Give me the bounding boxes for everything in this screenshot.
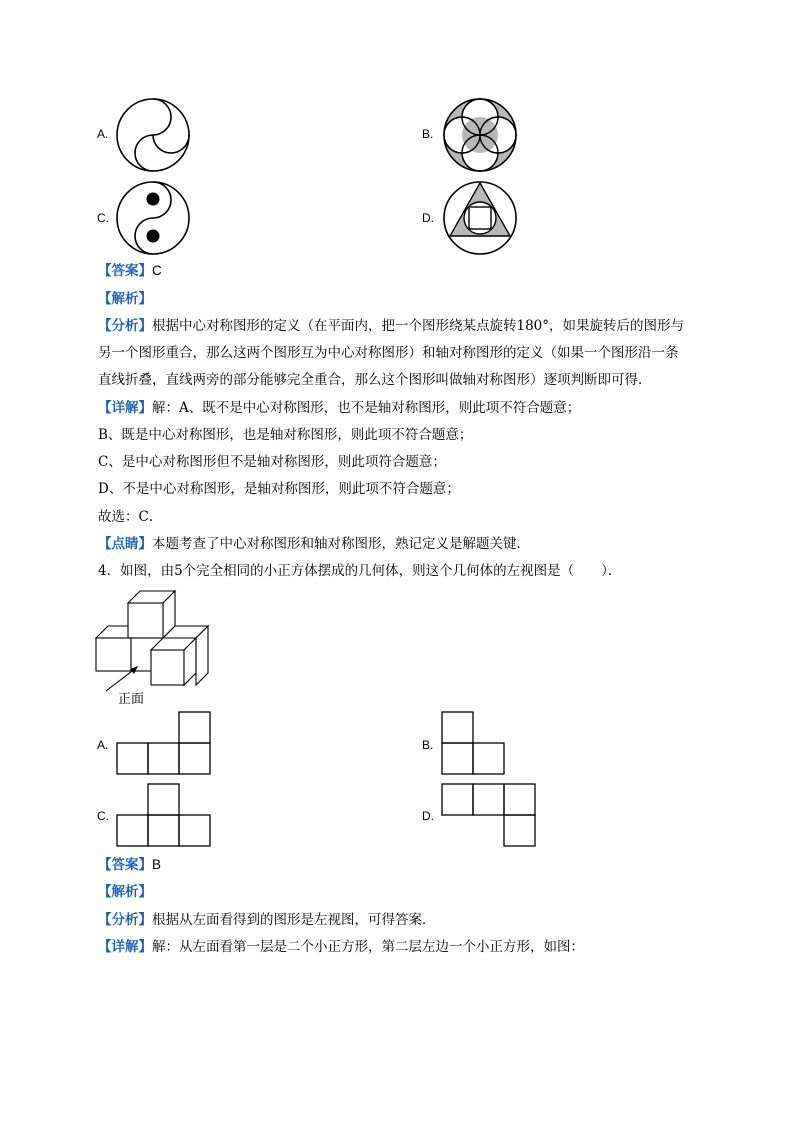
front-label: 正面 xyxy=(118,692,145,707)
fenxi-tag: 【分析】 xyxy=(98,912,152,928)
square xyxy=(148,815,179,846)
q3-option-b-figure xyxy=(440,95,520,175)
detail-a-text: 解：A、既不是中心对称图形，也不是轴对称图形，则此项不符合题意； xyxy=(152,400,581,416)
detail-tag: 【详解】 xyxy=(98,939,152,955)
detail-text: 解：从左面看第一层是二个小正方形，第二层左边一个小正方形，如图： xyxy=(152,939,584,955)
square xyxy=(442,712,473,743)
detail-tag: 【详解】 xyxy=(98,400,152,416)
q3-analysis-heading xyxy=(98,290,152,308)
q3-answer-line xyxy=(98,262,162,280)
option-a-label: A. xyxy=(97,127,109,141)
q4-option-d-label: D. xyxy=(422,809,434,823)
square xyxy=(473,784,504,815)
q3-option-d-figure xyxy=(440,178,520,258)
square xyxy=(117,815,148,846)
square xyxy=(504,815,535,846)
q4-analysis-heading xyxy=(98,883,152,901)
cube-front-face xyxy=(151,650,184,685)
option-d-label: D. xyxy=(422,211,434,225)
option-c-label: C. xyxy=(97,211,109,225)
comment-text: 本题考查了中心对称图形和轴对称图形，熟记定义是解题关键． xyxy=(152,536,530,552)
cube-top-face xyxy=(96,626,128,638)
swirl-line xyxy=(153,99,189,153)
square xyxy=(442,743,473,774)
square xyxy=(179,743,210,774)
q4-detail xyxy=(98,938,584,956)
comment-tag: 【点睛】 xyxy=(98,536,152,552)
fenxi-text: 根据从左面看得到的图形是左视图，可得答案． xyxy=(152,912,436,928)
cube-front-face xyxy=(128,603,163,638)
q4-option-b-figure xyxy=(440,710,510,776)
q4-option-a-label: A. xyxy=(97,738,109,752)
dot-top xyxy=(147,193,160,206)
answer-value: B xyxy=(152,857,162,872)
answer-tag: 【答案】 xyxy=(98,857,152,873)
q3-comment xyxy=(98,535,530,553)
analysis-tag: 【解析】 xyxy=(98,291,152,307)
q3-option-c-figure xyxy=(113,178,193,258)
option-b-label: B. xyxy=(422,127,434,141)
q4-fenxi xyxy=(98,911,436,929)
q4-option-a-figure xyxy=(115,710,215,776)
q4-option-d-figure xyxy=(440,782,540,848)
q3-detail-d: D、不是中心对称图形，是轴对称图形，则此项不符合题意； xyxy=(98,481,460,497)
q3-fenxi-line-2: 另一个图形重合，那么这两个图形互为中心对称图形）和轴对称图形的定义（如果一个图形沿一条 xyxy=(98,345,679,361)
answer-value: C xyxy=(152,263,162,278)
square xyxy=(148,743,179,774)
square xyxy=(179,712,210,743)
q3-fenxi-line-1 xyxy=(98,317,684,335)
inner-square xyxy=(469,207,491,229)
q3-detail-b: B、既是中心对称图形，也是轴对称图形，则此项不符合题意； xyxy=(98,427,473,443)
swirl-line-lower xyxy=(135,135,153,171)
q4-option-b-label: B. xyxy=(422,738,434,752)
q3-option-a-figure xyxy=(113,95,193,175)
square xyxy=(442,784,473,815)
dot-bottom xyxy=(147,230,160,243)
square xyxy=(504,784,535,815)
fenxi-tag: 【分析】 xyxy=(98,318,152,334)
q4-answer-line xyxy=(98,856,161,874)
square xyxy=(117,743,148,774)
q3-detail-c: C、是中心对称图形但不是轴对称图形，则此项符合题意； xyxy=(98,454,446,470)
q4-stem: 4．如图，由5个完全相同的小正方体摆成的几何体，则这个几何体的左视图是（ ）． xyxy=(98,563,622,579)
q3-detail-a xyxy=(98,399,580,417)
q4-option-c-label: C. xyxy=(97,809,109,823)
fenxi-text-1: 根据中心对称图形的定义（在平面内，把一个图形绕某点旋转180°，如果旋转后的图形与 xyxy=(152,318,685,334)
cube-front-face xyxy=(96,638,131,671)
analysis-tag: 【解析】 xyxy=(98,884,152,900)
q3-fenxi-line-3: 直线折叠，直线两旁的部分能够完全重合，那么这个图形叫做轴对称图形）逐项判断即可得． xyxy=(98,372,652,388)
q3-choice: 故选：C． xyxy=(98,509,163,525)
q4-option-c-figure xyxy=(115,782,215,848)
square xyxy=(473,743,504,774)
square xyxy=(179,815,210,846)
square xyxy=(148,784,179,815)
q4-solid-figure xyxy=(92,588,217,708)
answer-tag: 【答案】 xyxy=(98,263,152,279)
